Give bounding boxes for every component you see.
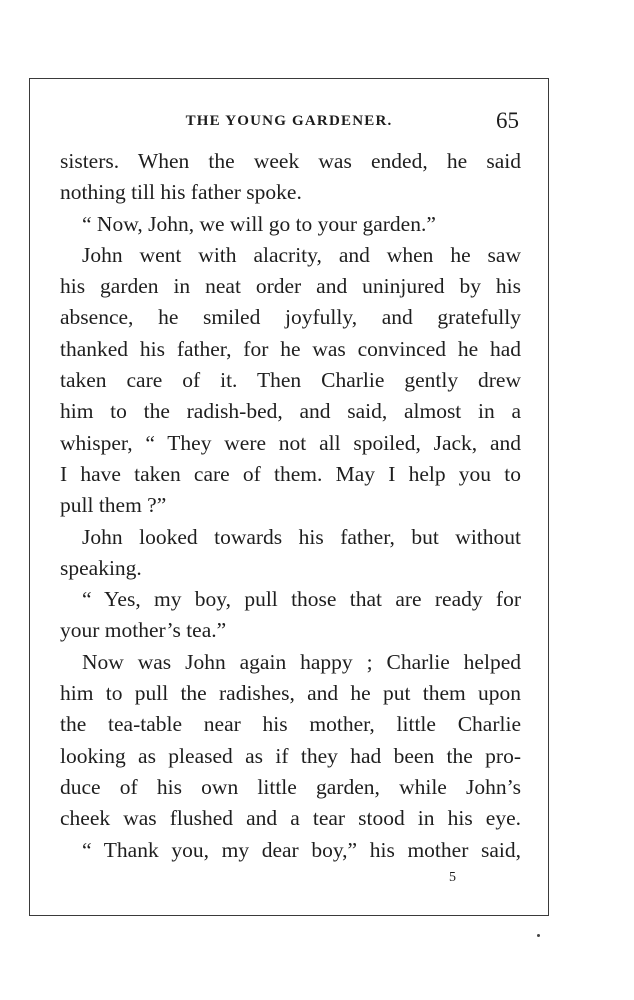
- text-line: him to pull the radishes, and he put them upon: [60, 681, 521, 706]
- page-number: 65: [496, 108, 519, 133]
- text-line: him to the radish-bed, and said, almost in a: [60, 399, 521, 424]
- text-line: John looked towards his father, but without: [82, 524, 521, 549]
- text-line: speaking.: [60, 555, 142, 580]
- running-title: THE YOUNG GARDENER.: [185, 113, 393, 129]
- text-line: whisper, “ They were not all spoiled, Jack, and: [60, 430, 521, 455]
- text-line: Now was John again happy ; Charlie helped: [82, 649, 521, 674]
- text-line: nothing till his father spoke.: [60, 180, 302, 205]
- text-line: “ Now, John, we will go to your garden.”: [82, 211, 436, 236]
- text-line: cheek was flushed and a tear stood in his eye.: [60, 806, 521, 831]
- text-line: your mother’s tea.”: [60, 618, 227, 643]
- signature-mark: 5: [449, 870, 456, 885]
- body-text: [60, 146, 521, 866]
- text-line: his garden in neat order and uninjured by his: [60, 274, 521, 299]
- ink-speck: [537, 934, 540, 937]
- text-line: I have taken care of them. May I help you to: [60, 461, 521, 486]
- text-line: sisters. When the week was ended, he said: [60, 149, 521, 173]
- text-line: looking as pleased as if they had been the pro-: [60, 743, 521, 768]
- text-line: taken care of it. Then Charlie gently drew: [60, 368, 521, 393]
- text-line: duce of his own little garden, while John’s: [60, 774, 521, 799]
- text-line: the tea-table near his mother, little Charlie: [60, 712, 521, 737]
- running-header: [29, 108, 549, 138]
- text-line: “ Yes, my boy, pull those that are ready for: [82, 587, 521, 612]
- text-line: thanked his father, for he was convinced he had: [60, 336, 521, 361]
- text-line: absence, he smiled joyfully, and gratefully: [60, 305, 521, 330]
- text-line: pull them ?”: [60, 493, 167, 518]
- text-line: “ Thank you, my dear boy,” his mother said,: [82, 837, 521, 862]
- text-line: John went with alacrity, and when he saw: [82, 242, 521, 267]
